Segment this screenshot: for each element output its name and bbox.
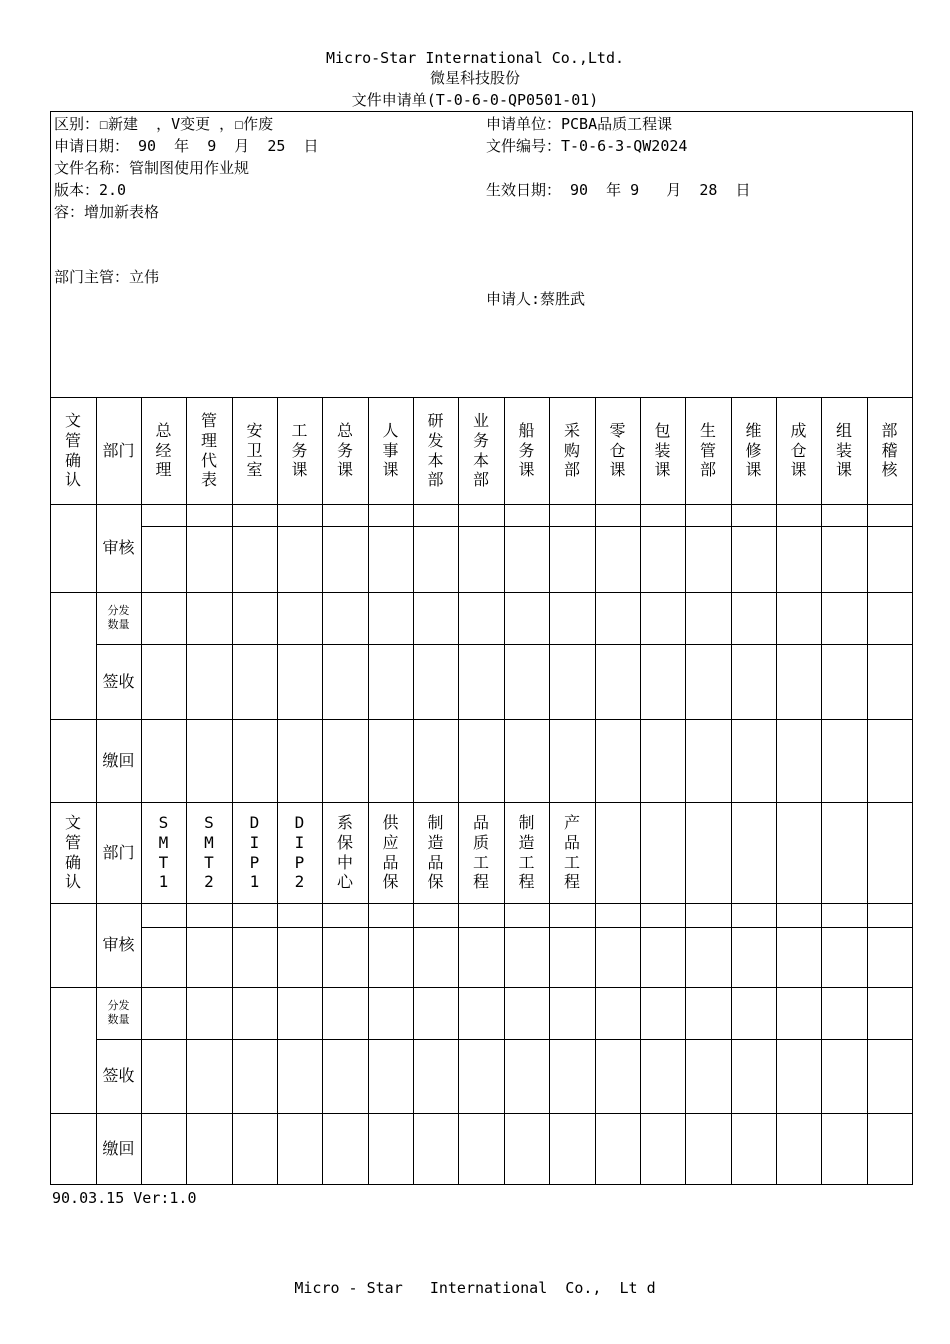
table2-sub-line — [141, 927, 913, 928]
table1-return-label: 缴回 — [102, 750, 135, 770]
table1-dept-label: 部门 — [102, 440, 135, 460]
table1-dept-column-header: 组 装 课 — [835, 421, 852, 480]
footer-company: Micro - Star International Co., Lt d — [294, 1279, 656, 1297]
table2-dept-column-header: D I P 1 — [249, 813, 260, 892]
table1-dept-column-header: 成 仓 课 — [790, 421, 807, 480]
company-name-cn: 微星科技股份 — [429, 69, 520, 87]
table2-dept-column-header: 系 保 中 心 — [336, 813, 353, 892]
table1-dept-column-header: 安 卫 室 — [246, 421, 263, 480]
table2-sign-bottom-line — [50, 1113, 913, 1114]
form-title: 文件申请单(T-0-6-0-QP0501-01) — [351, 91, 599, 109]
table2-dept-column-header — [867, 802, 912, 903]
table2-dept-column-header: 产 品 工 程 — [563, 813, 580, 892]
table2-dept-column-header: 制 造 工 程 — [518, 813, 535, 892]
apply-date-field: 申请日期： 90 年 9 月 25 日 — [54, 137, 319, 155]
table1-header-bottom-line — [50, 504, 913, 505]
table2-dept-column-header — [821, 802, 867, 903]
table2-dept-label: 部门 — [102, 842, 135, 862]
table1-dept-column-header: 总 务 课 — [336, 421, 353, 480]
table1-col-divider — [912, 397, 913, 802]
table2-dept-column-header — [731, 802, 776, 903]
table1-dept-column-header: 零 仓 课 — [609, 421, 626, 480]
file-name-field: 文件名称：管制图使用作业规 — [54, 159, 250, 177]
table2-review-bottom-line — [50, 987, 913, 988]
table2-dept-column-header: S M T 1 — [158, 813, 169, 892]
version-note: 90.03.15 Ver:1.0 — [52, 1189, 197, 1207]
table2-header-bottom-line — [50, 903, 913, 904]
version-field: 版本：2.0 — [54, 181, 127, 199]
table2-dept-column-header: S M T 2 — [204, 813, 214, 892]
table1-sign-label: 签收 — [102, 671, 135, 691]
company-name-en: Micro-Star International Co.,Ltd. — [325, 49, 624, 67]
applicant-field: 申请人:蔡胜武 — [486, 290, 586, 308]
table1-dept-column-header: 人 事 课 — [382, 421, 399, 480]
table2-side-label: 文 管 确 认 — [64, 813, 81, 892]
frame-top — [50, 111, 913, 112]
table1-dept-column-header: 工 务 课 — [291, 421, 308, 480]
table1-dept-column-header: 船 务 课 — [518, 421, 535, 480]
table2-dept-column-header — [776, 802, 821, 903]
effective-date-field: 生效日期： 90 年 9 月 28 日 — [486, 181, 751, 199]
table1-side-label: 文 管 确 认 — [64, 411, 81, 490]
table2-dept-column-header — [685, 802, 731, 903]
table2-return-label: 缴回 — [102, 1138, 135, 1158]
category-field: 区别：☐新建 ，V变更 ，☐作废 — [54, 115, 274, 133]
table2-dept-column-header: 制 造 品 保 — [427, 813, 444, 892]
table1-sub-line — [141, 526, 913, 527]
table1-dept-column-header: 业 务 本 部 — [472, 411, 489, 490]
table1-dept-column-header: 采 购 部 — [563, 421, 580, 480]
apply-unit-field: 申请单位：PCBA品质工程课 — [486, 115, 673, 133]
table2-sign-label: 签收 — [102, 1066, 135, 1086]
file-number-field: 文件编号：T-0-6-3-QW2024 — [486, 137, 688, 155]
table1-review-label: 审核 — [102, 538, 135, 558]
table1-review-bottom-line — [50, 592, 913, 593]
table1-dept-column-header: 研 发 本 部 — [427, 411, 444, 490]
table2-col-divider — [912, 802, 913, 1184]
table2-dept-column-header: 品 质 工 程 — [472, 813, 489, 892]
table1-sign-bottom-line — [50, 719, 913, 720]
table1-dept-column-header: 总 经 理 — [155, 421, 172, 480]
table2-dept-column-header — [595, 802, 640, 903]
frame-left — [50, 111, 51, 1185]
table2-dept-column-header: 供 应 品 保 — [382, 813, 399, 892]
content-field: 容：增加新表格 — [54, 203, 160, 221]
table1-dept-column-header: 部 稽 核 — [881, 421, 898, 480]
table2-bottom-line — [50, 1184, 913, 1185]
table2-review-label: 审核 — [102, 935, 135, 955]
table1-dept-column-header: 生 管 部 — [699, 421, 716, 480]
table2-dept-column-header — [640, 802, 685, 903]
table2-dist-qty-label: 分发 数量 — [107, 999, 130, 1026]
table1-dept-column-header: 维 修 课 — [745, 421, 762, 480]
dept-head-field: 部门主管：立伟 — [54, 268, 160, 286]
table1-dist-qty-label: 分发 数量 — [107, 604, 130, 631]
table1-dept-column-header: 管 理 代 表 — [200, 411, 217, 490]
table2-dept-column-header: D I P 2 — [294, 813, 305, 892]
table1-dept-column-header: 包 装 课 — [654, 421, 671, 480]
